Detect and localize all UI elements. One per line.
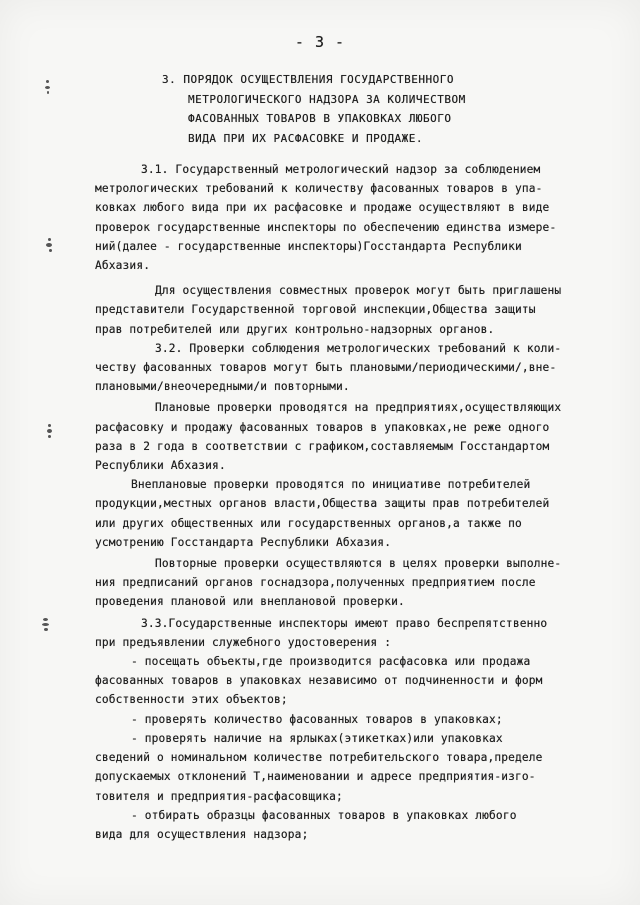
text-line: Абхазия.: [95, 259, 151, 273]
text-line: честву фасованных товаров могут быть плановыми/периодическими/,вне-: [95, 361, 557, 375]
text-line: 3.3.Государственные инспекторы имеют право беспрепятственно: [141, 616, 548, 630]
text-line: Для осуществления совместных проверок могут быть приглашены: [155, 284, 562, 298]
text-line: или других общественных или государственных органов,а также по: [95, 516, 522, 530]
list-item: - отбирать образцы фасованных товаров в упаковках любого: [131, 808, 517, 822]
list-item: - посещать объекты,где производится расфасовка или продажа: [131, 655, 531, 669]
text-line: 3.2. Проверки соблюдения метрологических требований к коли-: [155, 341, 562, 355]
text-line: товителя и предприятия-расфасовщика;: [95, 789, 343, 803]
punch-mark: [46, 424, 54, 438]
text-line: при предъявлении служебного удостоверения :: [95, 635, 392, 649]
list-item: - проверять наличие на ярлыках(этикетках)или упаковках: [131, 731, 503, 745]
text-line: проверок государственные инспекторы по обеспечению единства измере-: [95, 220, 557, 234]
text-line: Республики Абхазия.: [95, 459, 226, 473]
text-line: метрологических требований к количеству фасованных товаров в упа-: [95, 182, 543, 196]
heading-line: ФАСОВАННЫХ ТОВАРОВ В УПАКОВКАХ ЛЮБОГО: [188, 112, 452, 125]
text-line: Внеплановые проверки проводятся по инициативе потребителей: [131, 478, 531, 492]
text-line: собственности этих объектов;: [95, 693, 288, 707]
list-item: - проверять количество фасованных товаров в упаковках;: [131, 712, 503, 726]
text-line: фасованных товаров в упаковках независимо от подчиненности и форм: [95, 674, 543, 688]
text-line: расфасовку и продажу фасованных товаров в упаковках,не реже одного: [95, 420, 550, 434]
document-body: [95, 160, 605, 844]
text-line: плановыми/внеочередными/и повторными.: [95, 380, 350, 394]
text-line: Плановые проверки проводятся на предприятиях,осуществляющих: [155, 401, 562, 415]
page-number: - 3 -: [294, 33, 346, 51]
punch-mark: [44, 80, 52, 94]
text-line: продукции,местных органов власти,Общества защиты прав потребителей: [95, 497, 550, 511]
text-line: допускаемых отклонений Т,наименовании и адресе предприятия-изго-: [95, 770, 536, 784]
text-line: ния предписаний органов госнадзора,полученных предприятием после: [95, 576, 536, 590]
text-line: представители Государственной торговой инспекции,Общества защиты: [95, 303, 536, 317]
text-line: вида для осуществления надзора;: [95, 827, 309, 841]
text-line: прав потребителей или других контрольно-надзорных органов.: [95, 322, 495, 336]
text-line: усмотрению Госстандарта Республики Абхазия.: [95, 535, 392, 549]
text-line: ковках любого вида при их расфасовке и продаже осуществляют в виде: [95, 201, 550, 215]
text-line: Повторные проверки осуществляются в целях проверки выполне-: [155, 557, 562, 571]
heading-line: 3. ПОРЯДОК ОСУЩЕСТВЛЕНИЯ ГОСУДАРСТВЕННОГО: [162, 73, 455, 86]
text-line: раза в 2 года в соответствии с графиком,составляемым Госстандартом: [95, 439, 550, 453]
text-line: 3.1. Государственный метрологический надзор за соблюдением: [141, 163, 541, 176]
text-line: сведений о номинальном количестве потребительского товара,пределе: [95, 751, 543, 765]
punch-mark: [42, 618, 50, 632]
section-heading: [162, 70, 502, 148]
text-line: проведения плановой или внеплановой проверки.: [95, 595, 405, 609]
heading-line: ВИДА ПРИ ИХ РАСФАСОВКЕ И ПРОДАЖЕ.: [188, 131, 424, 145]
punch-mark: [46, 238, 54, 252]
heading-line: МЕТРОЛОГИЧЕСКОГО НАДЗОРА ЗА КОЛИЧЕСТВОМ: [188, 92, 466, 106]
text-line: ний(далее - государственные инспекторы)Госстандарта Республики: [95, 239, 522, 253]
